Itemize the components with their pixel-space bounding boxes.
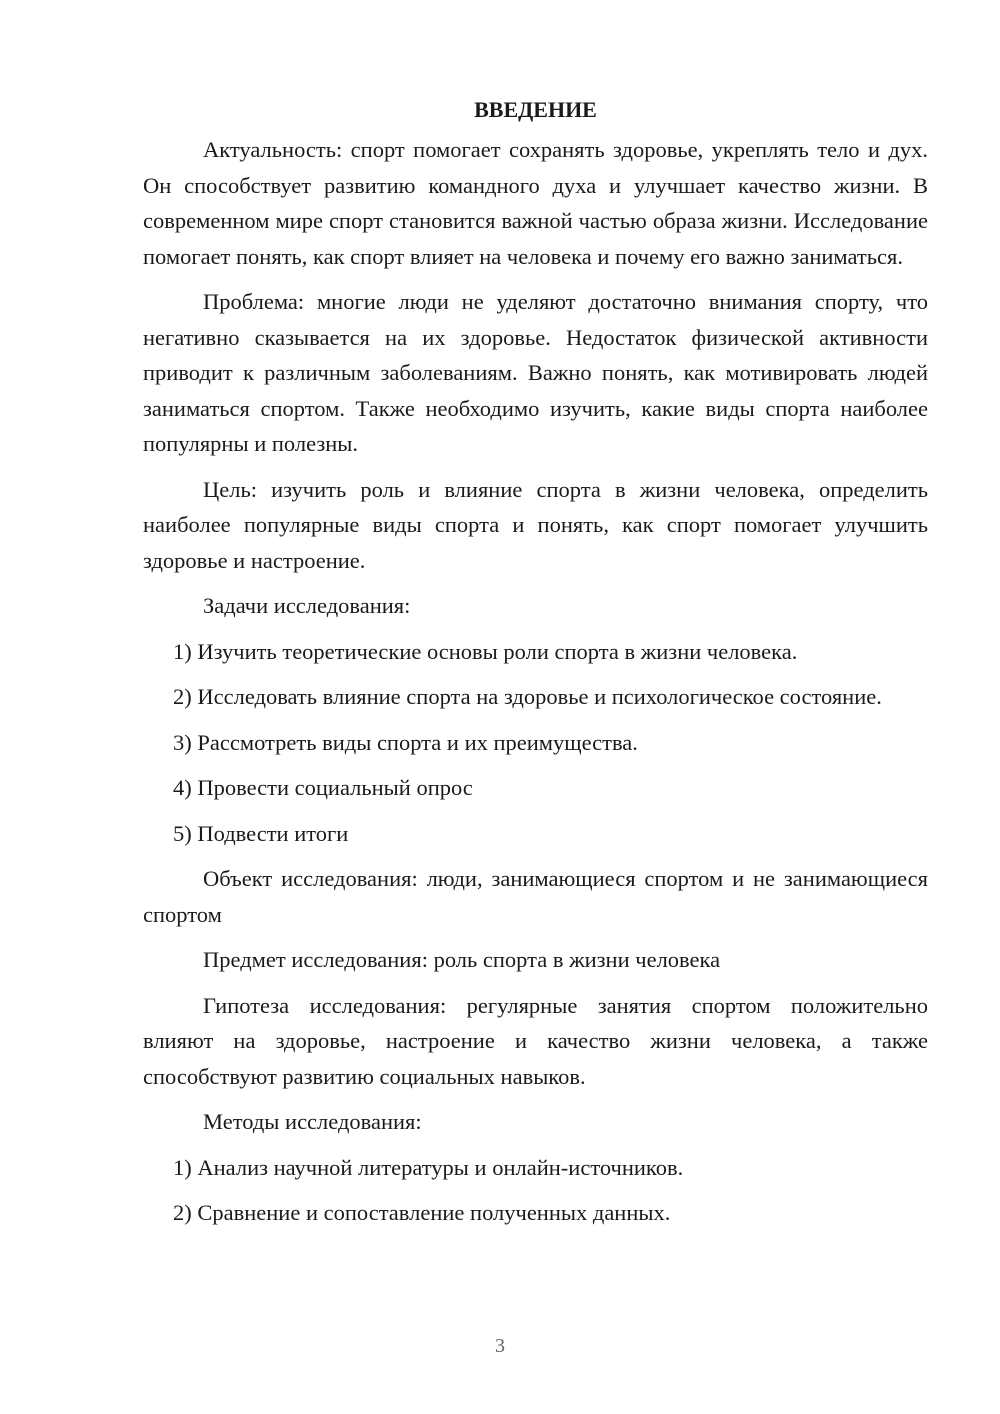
relevance-paragraph: Актуальность: спорт помогает сохранять здоровье, укреплять тело и дух. Он способствует развитию командного духа и улучшает качество жизни. В современном мире спорт становится важной частью образа жизни. Исследование помогает понять, как спорт влияет на человека и почему его важно заниматься.: [143, 137, 928, 269]
tasks-title: Задачи исследования:: [203, 593, 411, 618]
method-item-1: 1) Анализ научной литературы и онлайн-источников.: [173, 1154, 684, 1180]
page-title: ВВЕДЕНИЕ: [474, 97, 597, 122]
page-number: 3: [495, 1335, 505, 1357]
task-item-2: 2) Исследовать влияние спорта на здоровье и психологическое состояние.: [173, 684, 882, 709]
goal-paragraph: Цель: изучить роль и влияние спорта в жизни человека, определить наиболее популярные виды спорта и понять, как спорт помогает улучшить здоровье и настроение.: [143, 476, 928, 573]
page-content: [143, 96, 928, 1241]
subject-paragraph: Предмет исследования: роль спорта в жизни человека: [203, 947, 721, 972]
hypothesis-paragraph: Гипотеза исследования: регулярные занятия спортом положительно влияют на здоровье, настроение и качество жизни человека, а также способствуют развитию социальных навыков.: [143, 992, 928, 1089]
method-item-2: 2) Сравнение и сопоставление полученных данных.: [173, 1200, 671, 1225]
task-item-3: 3) Рассмотреть виды спорта и их преимущества.: [173, 729, 638, 755]
problem-paragraph: Проблема: многие люди не уделяют достаточно внимания спорту, что негативно сказывается на их здоровье. Недостаток физической активности приводит к различным заболеваниям. Важно понять, как мотивировать людей заниматься спортом. Также необходимо изучить, какие виды спорта наиболее популярны и полезны.: [143, 289, 928, 456]
task-item-1: 1) Изучить теоретические основы роли спорта в жизни человека.: [173, 638, 798, 664]
object-paragraph: Объект исследования: люди, занимающиеся спортом и не занимающиеся спортом: [143, 866, 928, 927]
task-item-5: 5) Подвести итоги: [173, 820, 349, 846]
methods-title: Методы исследования:: [203, 1109, 422, 1134]
task-item-4: 4) Провести социальный опрос: [173, 775, 473, 800]
